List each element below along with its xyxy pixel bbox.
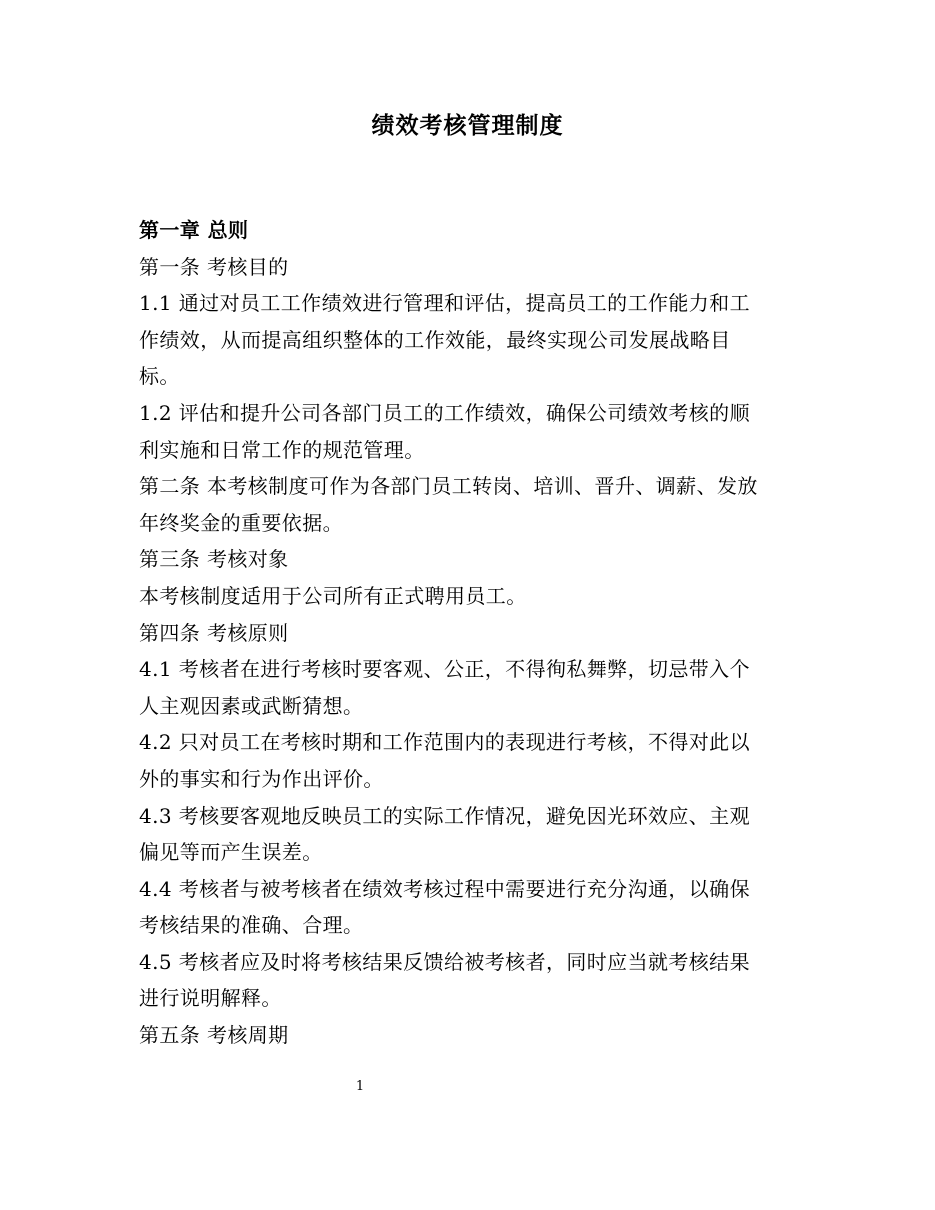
body-line: 4.3 考核要客观地反映员工的实际工作情况，避免因光环效应、主观: [139, 803, 750, 828]
document-body: [139, 212, 799, 1054]
body-line: 考核结果的准确、合理。: [139, 913, 364, 938]
body-line: 本考核制度适用于公司所有正式聘用员工。: [139, 583, 527, 608]
body-line: 4.1 考核者在进行考核时要客观、公正，不得徇私舞弊，切忌带入个: [139, 657, 750, 682]
body-line: 利实施和日常工作的规范管理。: [139, 437, 425, 462]
chapter-heading: 第一章 总则: [139, 218, 249, 242]
article-heading: 第三条 考核对象: [139, 547, 289, 572]
body-line: 4.5 考核者应及时将考核结果反馈给被考核者，同时应当就考核结果: [139, 949, 750, 974]
body-line: 进行说明解释。: [139, 986, 282, 1011]
body-line: 4.4 考核者与被考核者在绩效考核过程中需要进行充分沟通，以确保: [139, 876, 750, 901]
body-line: 4.2 只对员工在考核时期和工作范围内的表现进行考核，不得对此以: [139, 730, 750, 755]
article-heading: 第一条 考核目的: [139, 254, 289, 279]
article-heading: 第四条 考核原则: [139, 620, 289, 645]
body-line: 标。: [139, 364, 180, 389]
article-heading: 第五条 考核周期: [139, 1023, 289, 1048]
page-number: 1: [355, 1079, 365, 1094]
document-title: 绩效考核管理制度: [371, 112, 564, 139]
body-line: 偏见等而产生误差。: [139, 840, 323, 865]
body-line: 人主观因素或武断猜想。: [139, 693, 364, 718]
body-line: 作绩效，从而提高组织整体的工作效能，最终实现公司发展战略目: [139, 327, 731, 352]
article-line: 第二条 本考核制度可作为各部门员工转岗、培训、晋升、调薪、发放: [139, 474, 758, 499]
body-line: 年终奖金的重要依据。: [139, 510, 343, 535]
body-line: 1.1 通过对员工工作绩效进行管理和评估，提高员工的工作能力和工: [139, 291, 750, 316]
body-line: 外的事实和行为作出评价。: [139, 766, 384, 791]
body-line: 1.2 评估和提升公司各部门员工的工作绩效，确保公司绩效考核的顺: [139, 400, 750, 425]
